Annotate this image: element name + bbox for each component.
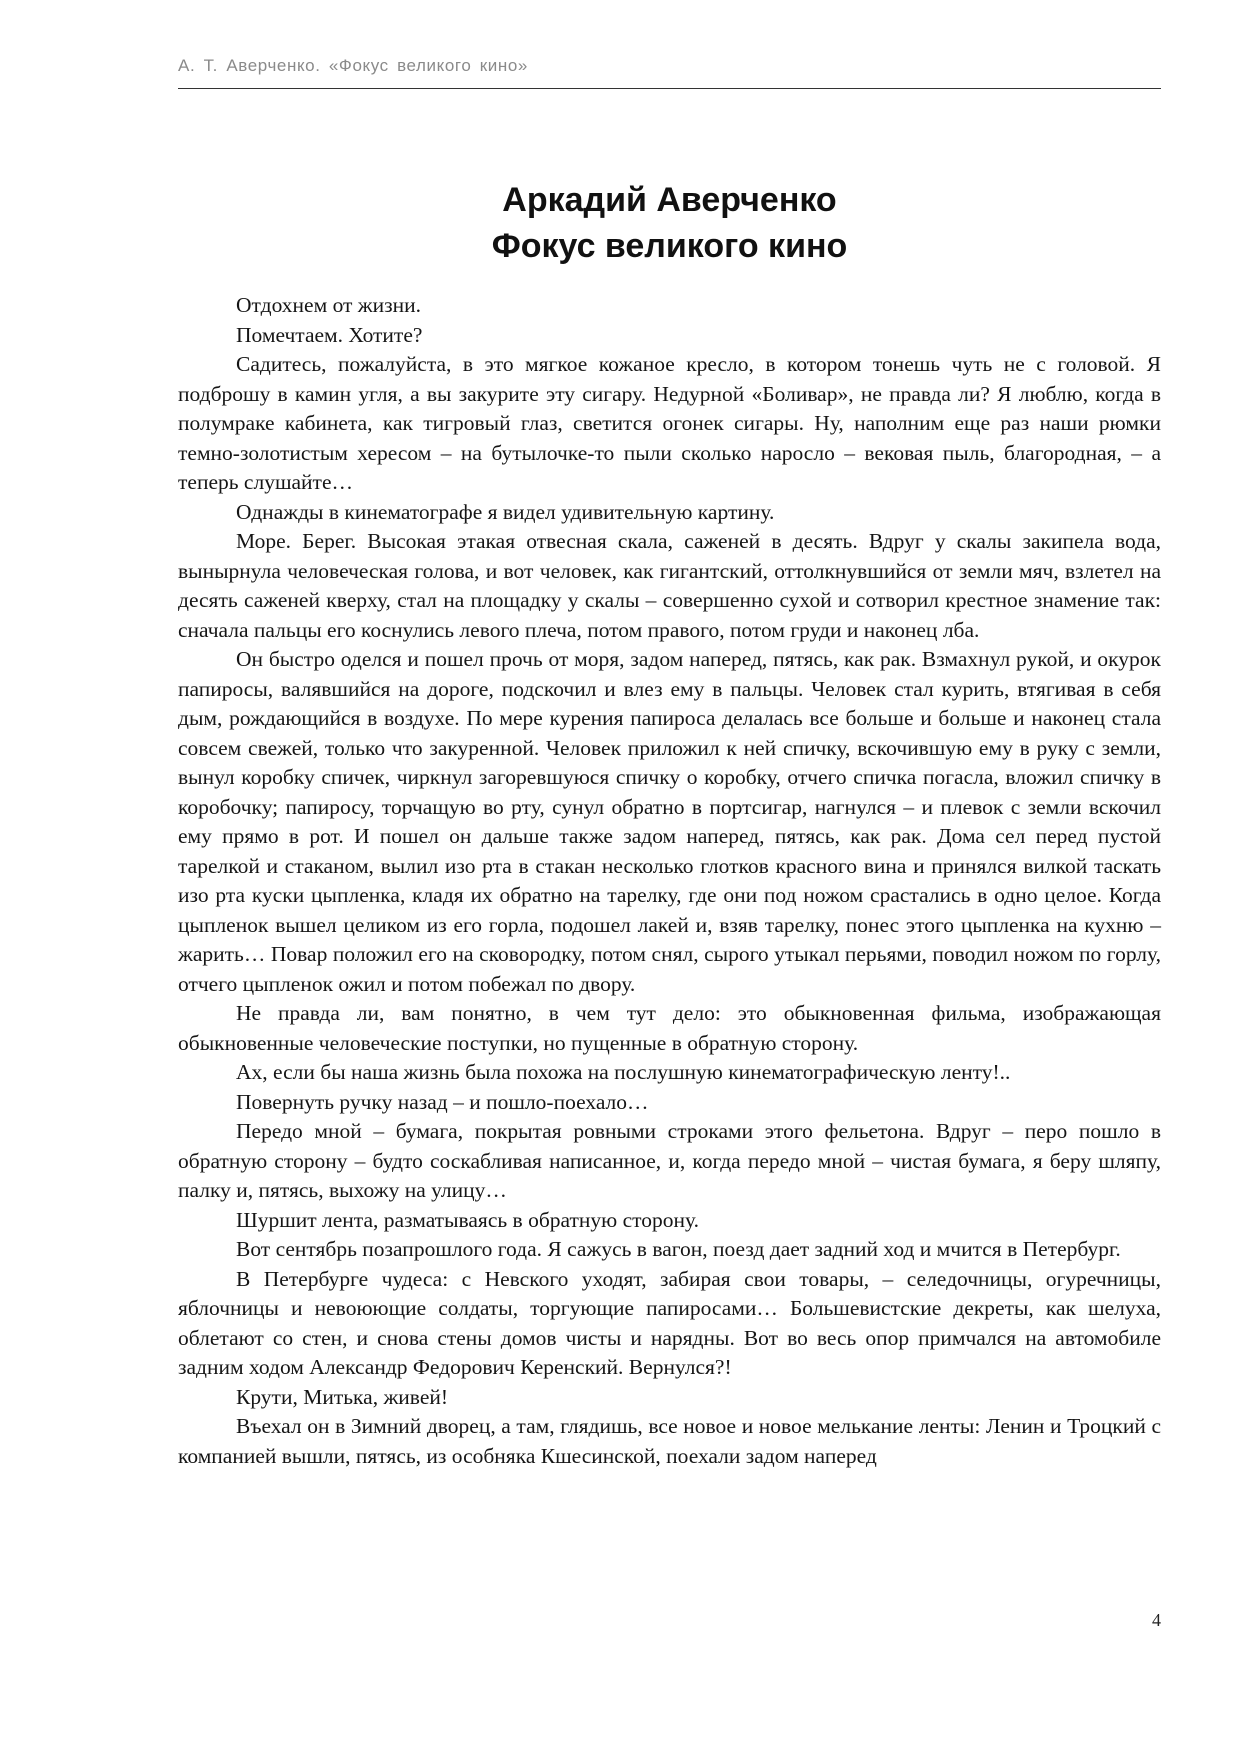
- paragraph: Отдохнем от жизни.: [236, 293, 422, 317]
- paragraph: Ах, если бы наша жизнь была похожа на послушную кинематографическую ленту!..: [236, 1060, 1011, 1084]
- paragraph: Море. Берег. Высокая этакая отвесная скала, саженей в десять. Вдруг у скалы закипела вода, вынырнула человеческая голова, и вот человек, как гигантский, оттолкнувшийся от земли мяч, взлетел на десять саженей кверху, стал на площадку у скалы – совершенно сухой и сотворил крестное знамение так: сначала пальцы его коснулись левого плеча, потом правого, потом груди и наконец лба.: [178, 529, 1161, 642]
- paragraph: Передо мной – бумага, покрытая ровными строками этого фельетона. Вдруг – перо пошло в обратную сторону – будто соскабливая написанное, и, когда передо мной – чистая бумага, я беру шляпу, палку и, пятясь, выхожу на улицу…: [178, 1119, 1161, 1202]
- paragraph: Въехал он в Зимний дворец, а там, глядишь, все новое и новое мелькание ленты: Ленин и Троцкий с компанией вышли, пятясь, из особняка Кшесинской, поехали задом наперед: [178, 1414, 1161, 1468]
- title-block: [178, 177, 1161, 269]
- page-number: 4: [1152, 1610, 1161, 1630]
- paragraph: Однажды в кинематографе я видел удивительную картину.: [236, 499, 775, 524]
- paragraph: Вот сентябрь позапрошлого года. Я сажусь в вагон, поезд дает задний ход и мчится в Петербург.: [236, 1237, 1121, 1261]
- paragraph: Он быстро оделся и пошел прочь от моря, задом наперед, пятясь, как рак. Взмахнул рукой, и окурок папиросы, валявшийся на дороге, подскочил и влез ему в пальцы. Человек стал курить, втягивая в себя дым, рождающийся в воздухе. По мере курения папироса делалась все больше и больше и наконец стала совсем свежей, только что закуренной. Человек приложил к ней спичку, вскочившую ему в руку с земли, вынул коробку спичек, чиркнул загоревшуюся спичку о коробку, отчего спичка погасла, вложил спичку в коробочку; папиросу, торчащую во рту, сунул обратно в портсигар, нагнулся – и плевок с земли вскочил ему прямо в рот. И пошел он дальше также задом наперед, пятясь, как рак. Дома сел перед пустой тарелкой и стаканом, вылил изо рта в стакан несколько глотков красного вина и принялся вилкой таскать изо рта куски цыпленка, кладя их обратно на тарелку, где они под ножом срастались в одно целое. Когда цыпленок вышел целиком из его горла, подошел лакей и, взяв тарелку, понес этого цыпленка на кухню – жарить… Повар положил его на сковородку, потом снял, сырого утыкал перьями, поводил ножом по горлу, отчего цыпленок ожил и потом побежал по двору.: [178, 647, 1161, 996]
- body-text: [178, 291, 1161, 1471]
- author-name: Аркадий Аверченко: [502, 181, 837, 219]
- paragraph: Садитесь, пожалуйста, в это мягкое кожаное кресло, в котором тонешь чуть не с головой. Я подброшу в камин угля, а вы закурите эту сигару. Недурной «Боливар», не правда ли? Я люблю, когда в полумраке кабинета, как тигровый глаз, светится огонек сигары. Ну, наполним еще раз наши рюмки темно-золотистым хересом – на бутылочке-то пыли сколько наросло – вековая пыль, благородная, – а теперь слушайте…: [178, 352, 1161, 494]
- paragraph: Шуршит лента, разматываясь в обратную сторону.: [236, 1207, 699, 1232]
- header-divider: [178, 88, 1161, 89]
- paragraph: В Петербурге чудеса: с Невского уходят, забирая свои товары, – селедочницы, огуречницы, яблочницы и невоюющие солдаты, торгующие папиросами… Большевистские декреты, как шелуха, облетают со стен, и снова стены домов чисты и нарядны. Вот во весь опор примчался на автомобиле задним ходом Александр Федорович Керенский. Вернулся?!: [178, 1266, 1161, 1379]
- paragraph: Крути, Митька, живей!: [236, 1384, 449, 1409]
- work-title: Фокус великого кино: [491, 227, 848, 265]
- paragraph: Не правда ли, вам понятно, в чем тут дело: это обыкновенная фильма, изображающая обыкновенные человеческие поступки, но пущенные в обратную сторону.: [178, 1001, 1161, 1055]
- paragraph: Повернуть ручку назад – и пошло-поехало…: [236, 1089, 649, 1114]
- running-header: А. Т. Аверченко. «Фокус великого кино»: [178, 56, 528, 75]
- paragraph: Помечтаем. Хотите?: [236, 322, 423, 347]
